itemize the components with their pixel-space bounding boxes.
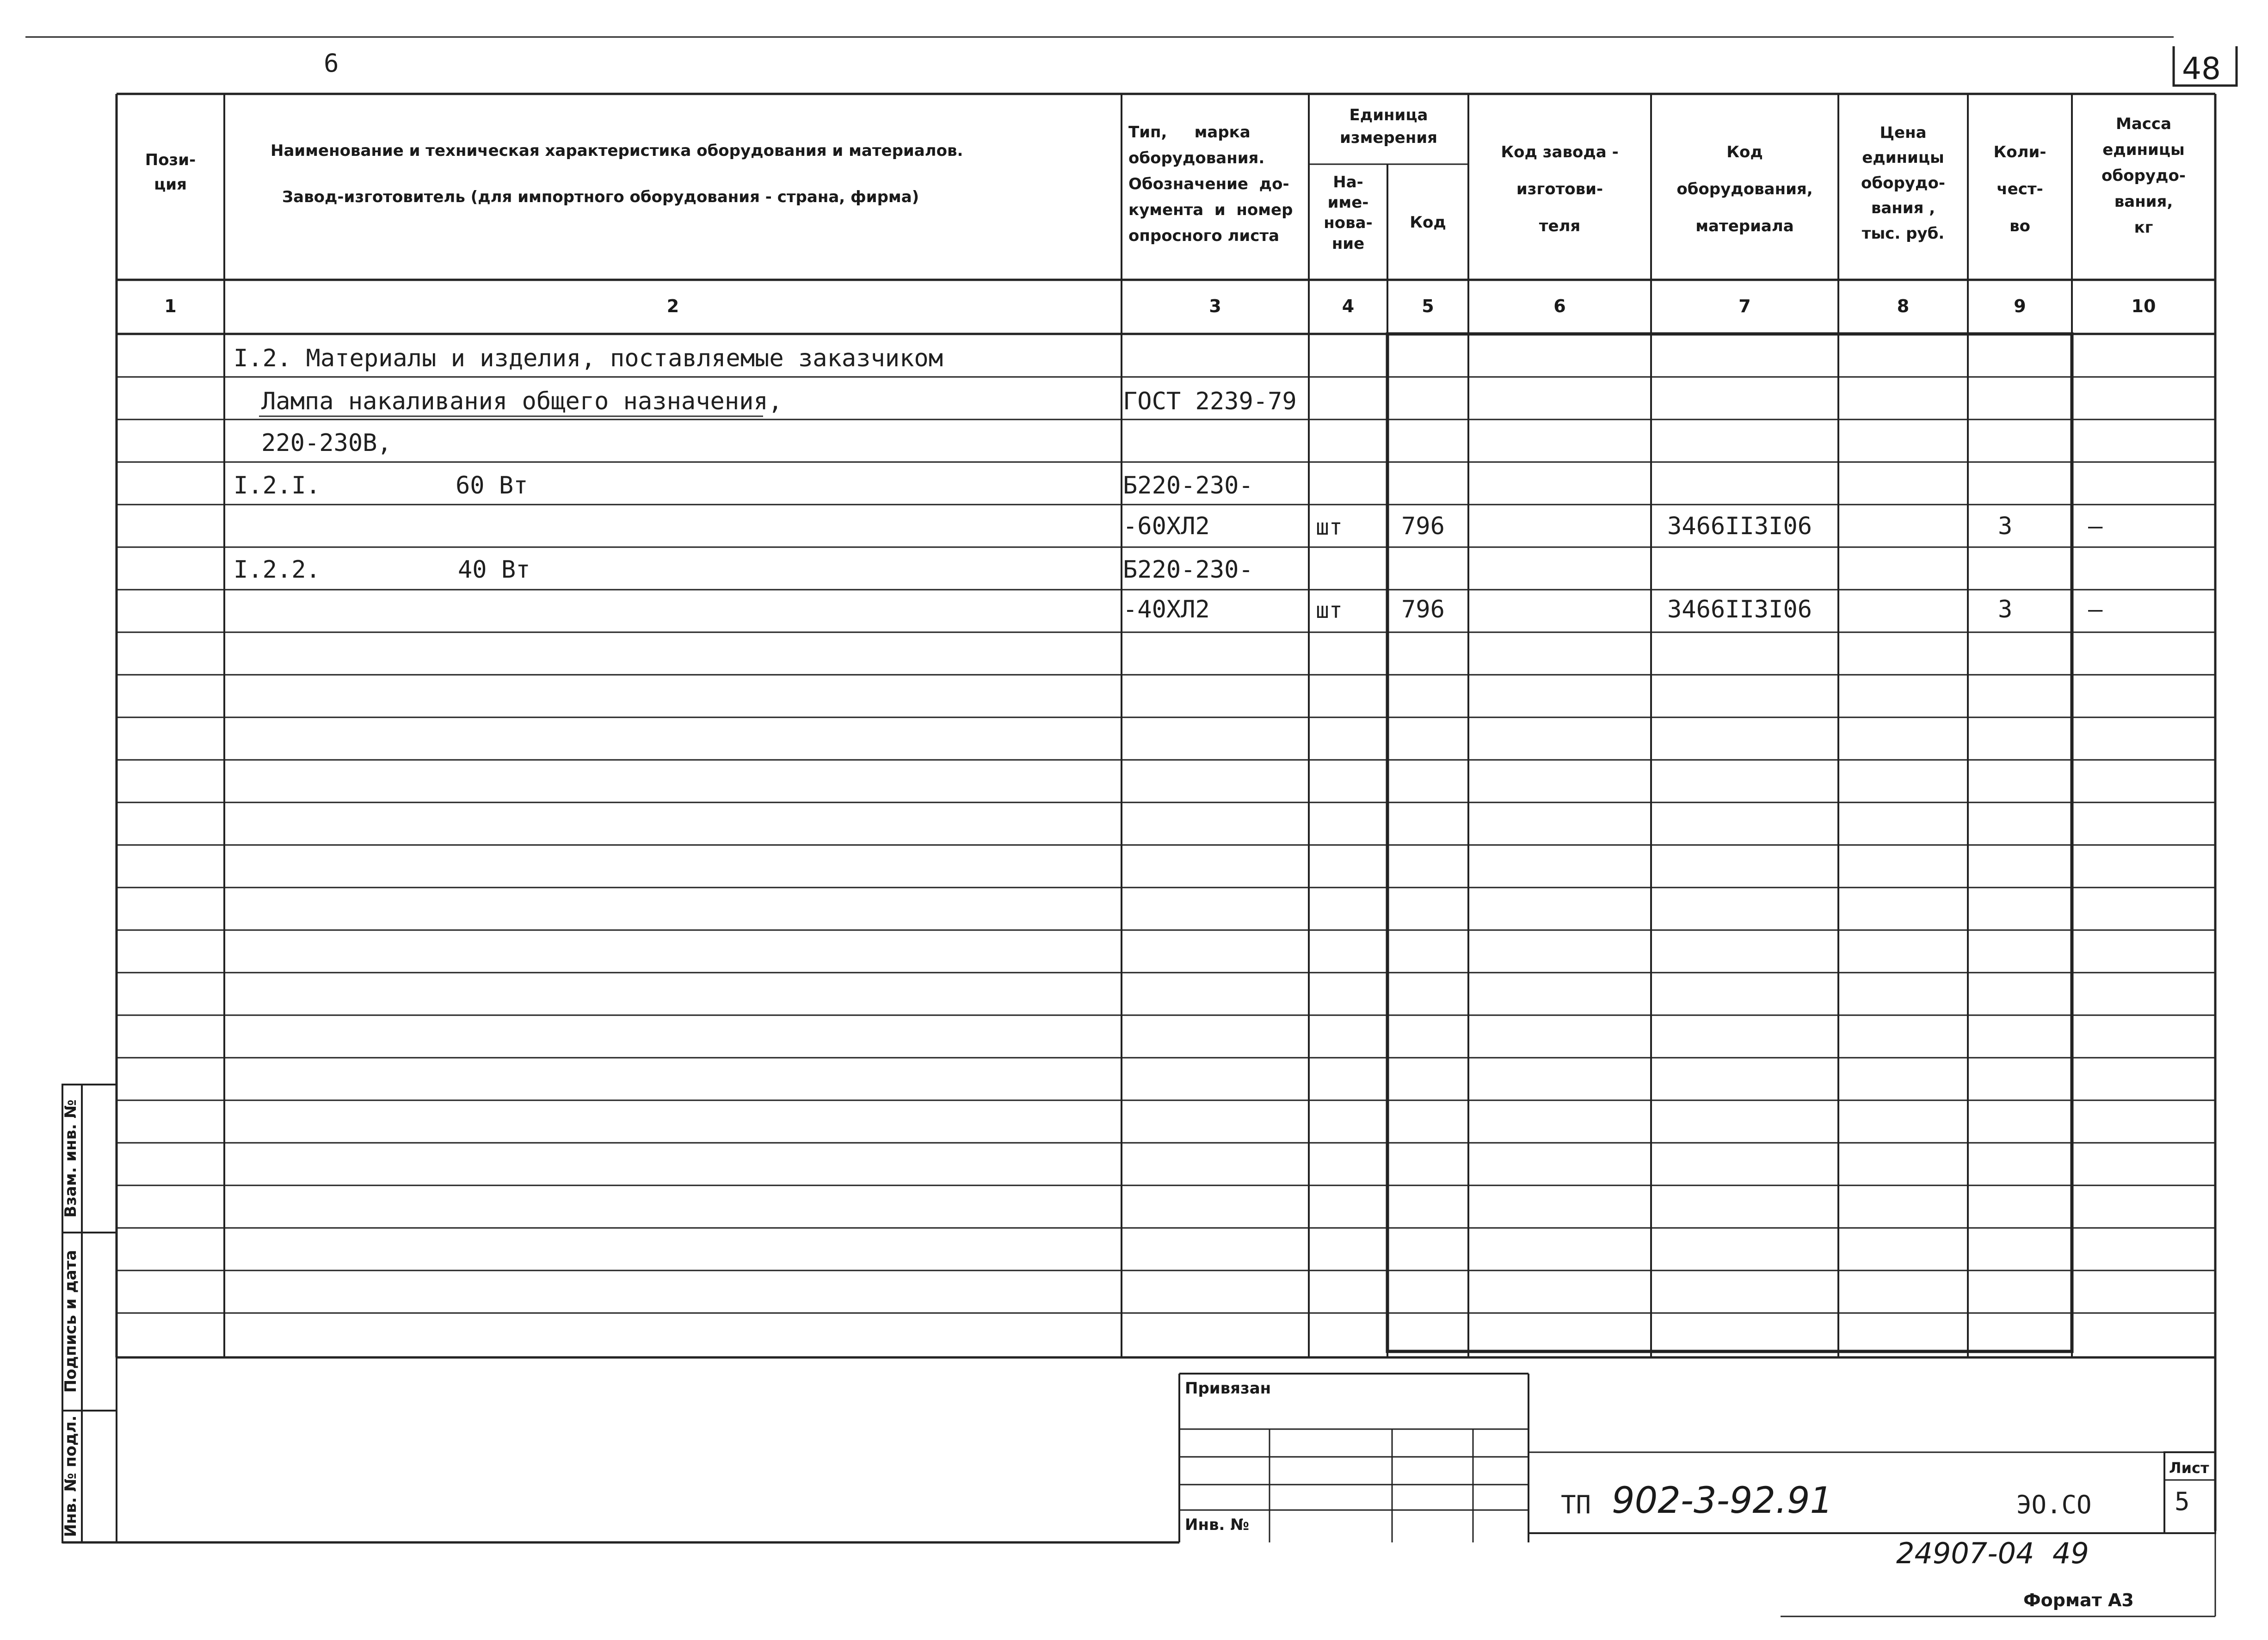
column-number-1: 1 <box>164 296 177 316</box>
header-quantity: Коли- чест- во <box>1993 143 2046 235</box>
table-row-3-name: 60 Вт <box>456 472 528 499</box>
list-number: 5 <box>2175 1487 2190 1516</box>
tp-prefix: ТП <box>1561 1490 1591 1519</box>
table-row-4-type: -60ХЛ2 <box>1123 512 1210 540</box>
header-position: Пози- ция <box>145 151 196 194</box>
column-number-2: 2 <box>666 296 679 316</box>
header-factory-code: Код завода - изготови- теля <box>1501 143 1619 235</box>
table-row-6-material-code: 3466II3I06 <box>1667 596 1812 623</box>
page-number-top: 6 <box>324 49 339 78</box>
document-number: 902-3-92.91 <box>1612 1480 1833 1522</box>
table-row-6-mass: – <box>2088 596 2103 623</box>
table-row-6-type: -40ХЛ2 <box>1123 596 1210 623</box>
column-number-9: 9 <box>2014 296 2026 316</box>
table-row-6-quantity: 3 <box>1998 596 2013 623</box>
section-heading: I.2. Материалы и изделия, поставляемые заказчиком <box>234 345 943 372</box>
table-row-6-unit-code: 796 <box>1401 596 1445 623</box>
column-number-6: 6 <box>1553 296 1566 316</box>
column-number-8: 8 <box>1897 296 1910 316</box>
header-unit-code: Код <box>1410 213 1446 232</box>
table-row-4-mass: – <box>2088 512 2103 540</box>
table-row-4-unit: шт <box>1316 514 1343 540</box>
table-row-5-position: I.2.2. <box>234 556 320 584</box>
table-row-4-unit-code: 796 <box>1401 512 1445 540</box>
header-equipment-code: Код оборудования, материала <box>1676 143 1813 235</box>
table-row-5-type: Б220-230- <box>1123 556 1253 584</box>
table-row-2-name: 220-230В, <box>261 429 392 457</box>
table-row-3-type: Б220-230- <box>1123 472 1253 499</box>
column-number-10: 10 <box>2131 296 2156 316</box>
header-unit-name: На- име- нова- ние <box>1324 173 1373 253</box>
side-stamp-vzam-inv: Взам. инв. № <box>62 1099 80 1218</box>
header-mass: Масса единицы оборудо- вания, кг <box>2102 115 2186 237</box>
table-row-5-name: 40 Вт <box>458 556 530 584</box>
archive-number: 24907-04 49 <box>1896 1536 2089 1570</box>
table-row-1-type: ГОСТ 2239-79 <box>1123 388 1297 415</box>
column-number-5: 5 <box>1422 296 1434 316</box>
column-number-7: 7 <box>1738 296 1751 316</box>
sheet-corner-number: 48 <box>2182 51 2221 86</box>
table-row-4-material-code: 3466II3I06 <box>1667 512 1812 540</box>
document-code: ЭО.СО <box>2016 1490 2092 1519</box>
table-row-1-name: Лампа накаливания общего назначения, <box>261 388 783 415</box>
privyazan-label: Привязан <box>1185 1379 1271 1398</box>
inv-no-label: Инв. № <box>1185 1516 1250 1534</box>
table-row-4-quantity: 3 <box>1998 512 2013 540</box>
header-type: Тип, марка оборудования. Обозначение до- кумента и номер опросного листа <box>1128 123 1293 246</box>
table-row-3-position: I.2.I. <box>234 472 320 499</box>
header-name-line1: Наименование и техническая характеристика оборудования и материалов. <box>271 142 963 160</box>
column-number-4: 4 <box>1342 296 1355 316</box>
side-stamp-podpis-data: Подпись и дата <box>62 1250 80 1393</box>
header-name-line2: Завод-изготовитель (для импортного оборудования - страна, фирма) <box>282 188 919 206</box>
column-number-3: 3 <box>1209 296 1221 316</box>
list-label: Лист <box>2169 1459 2209 1477</box>
table-row-6-unit: шт <box>1316 598 1343 623</box>
format-label: Формат А3 <box>2023 1590 2134 1610</box>
header-price: Цена единицы оборудо- вания , тыс. руб. <box>1861 123 1945 243</box>
side-stamp-inv-podl: Инв. № подл. <box>62 1415 80 1537</box>
header-unit-group: Единица измерения <box>1340 106 1437 148</box>
